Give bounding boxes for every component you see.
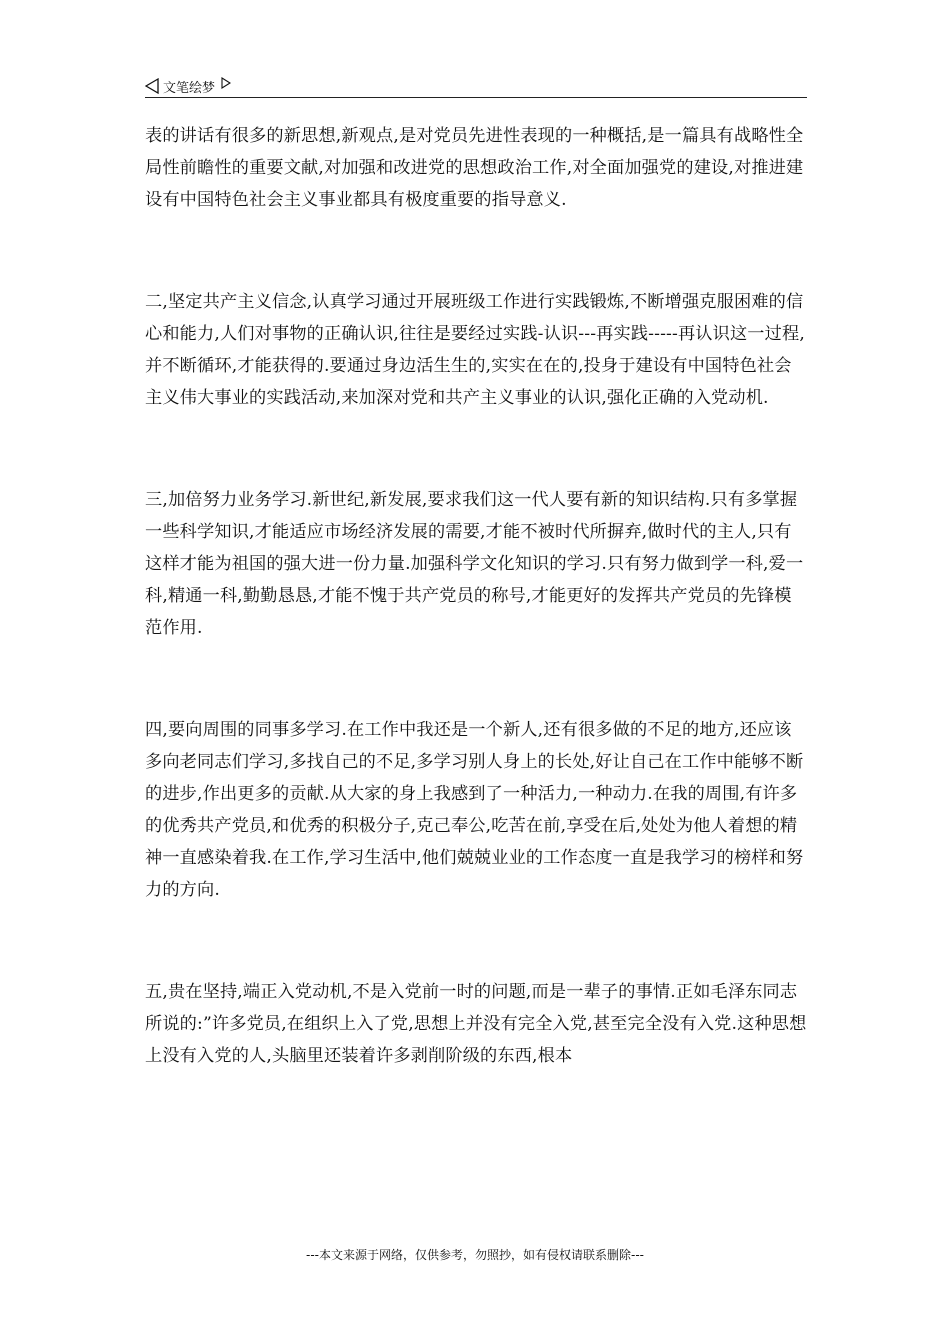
brand-text: 文笔绘梦 — [163, 80, 216, 96]
paragraph-3: 三,加倍努力业务学习.新世纪,新发展,要求我们这一代人要有新的知识结构.只有多掌握一些科学知识,才能适应市场经济发展的需要,才能不被时代所摒弃,做时代的主人,只有这样才能为祖国的强大进一份力量.加强科学文化知识的学习.只有努力做到学一科,爱一科,精通一科,勤勤恳恳,才能不愧于共产党员的称号,才能更好的发挥共产党员的先锋模范作用. — [145, 490, 804, 638]
paragraph-1: 表的讲话有很多的新思想,新观点,是对党员先进性表现的一种概括,是一篇具有战略性全局性前瞻性的重要文献,对加强和改进党的思想政治工作,对全面加强党的建设,对推进建设有中国特色社会主义事业都具有极度重要的指导意义. — [145, 126, 804, 210]
left-triangle-icon — [145, 78, 159, 94]
paragraph-5: 五,贵在坚持,端正入党动机,不是入党前一时的问题,而是一辈子的事情.正如毛泽东同志所说的:”许多党员,在组织上入了党,思想上并没有完全入党,甚至完全没有入党.这种思想上没有入党的人,头脑里还装着许多剥削阶级的东西,根本 — [145, 982, 807, 1066]
right-triangle-icon — [221, 77, 231, 89]
page-header — [145, 74, 807, 98]
document-body — [145, 120, 807, 1072]
footer-notice: ---本文来源于网络，仅供参考，勿照抄，如有侵权请联系删除--- — [306, 1248, 644, 1262]
paragraph-4: 四,要向周围的同事多学习.在工作中我还是一个新人,还有很多做的不足的地方,还应该多向老同志们学习,多找自己的不足,多学习别人身上的长处,好让自己在工作中能够不断的进步,作出更多的贡献.从大家的身上我感到了一种活力,一种动力.在我的周围,有许多的优秀共产党员,和优秀的积极分子,克己奉公,吃苦在前,享受在后,处处为他人着想的精神一直感染着我.在工作,学习生活中,他们兢兢业业的工作态度一直是我学习的榜样和努力的方向. — [145, 720, 804, 900]
header-divider — [145, 97, 807, 98]
paragraph-2: 二,坚定共产主义信念,认真学习通过开展班级工作进行实践锻炼,不断增强克服困难的信心和能力,人们对事物的正确认识,往往是要经过实践-认识---再实践-----再认识这一过程,并不断循环,才能获得的.要通过身边活生生的,实实在在的,投身于建设有中国特色社会主义伟大事业的实践活动,来加深对党和共产主义事业的认识,强化正确的入党动机. — [145, 292, 805, 408]
